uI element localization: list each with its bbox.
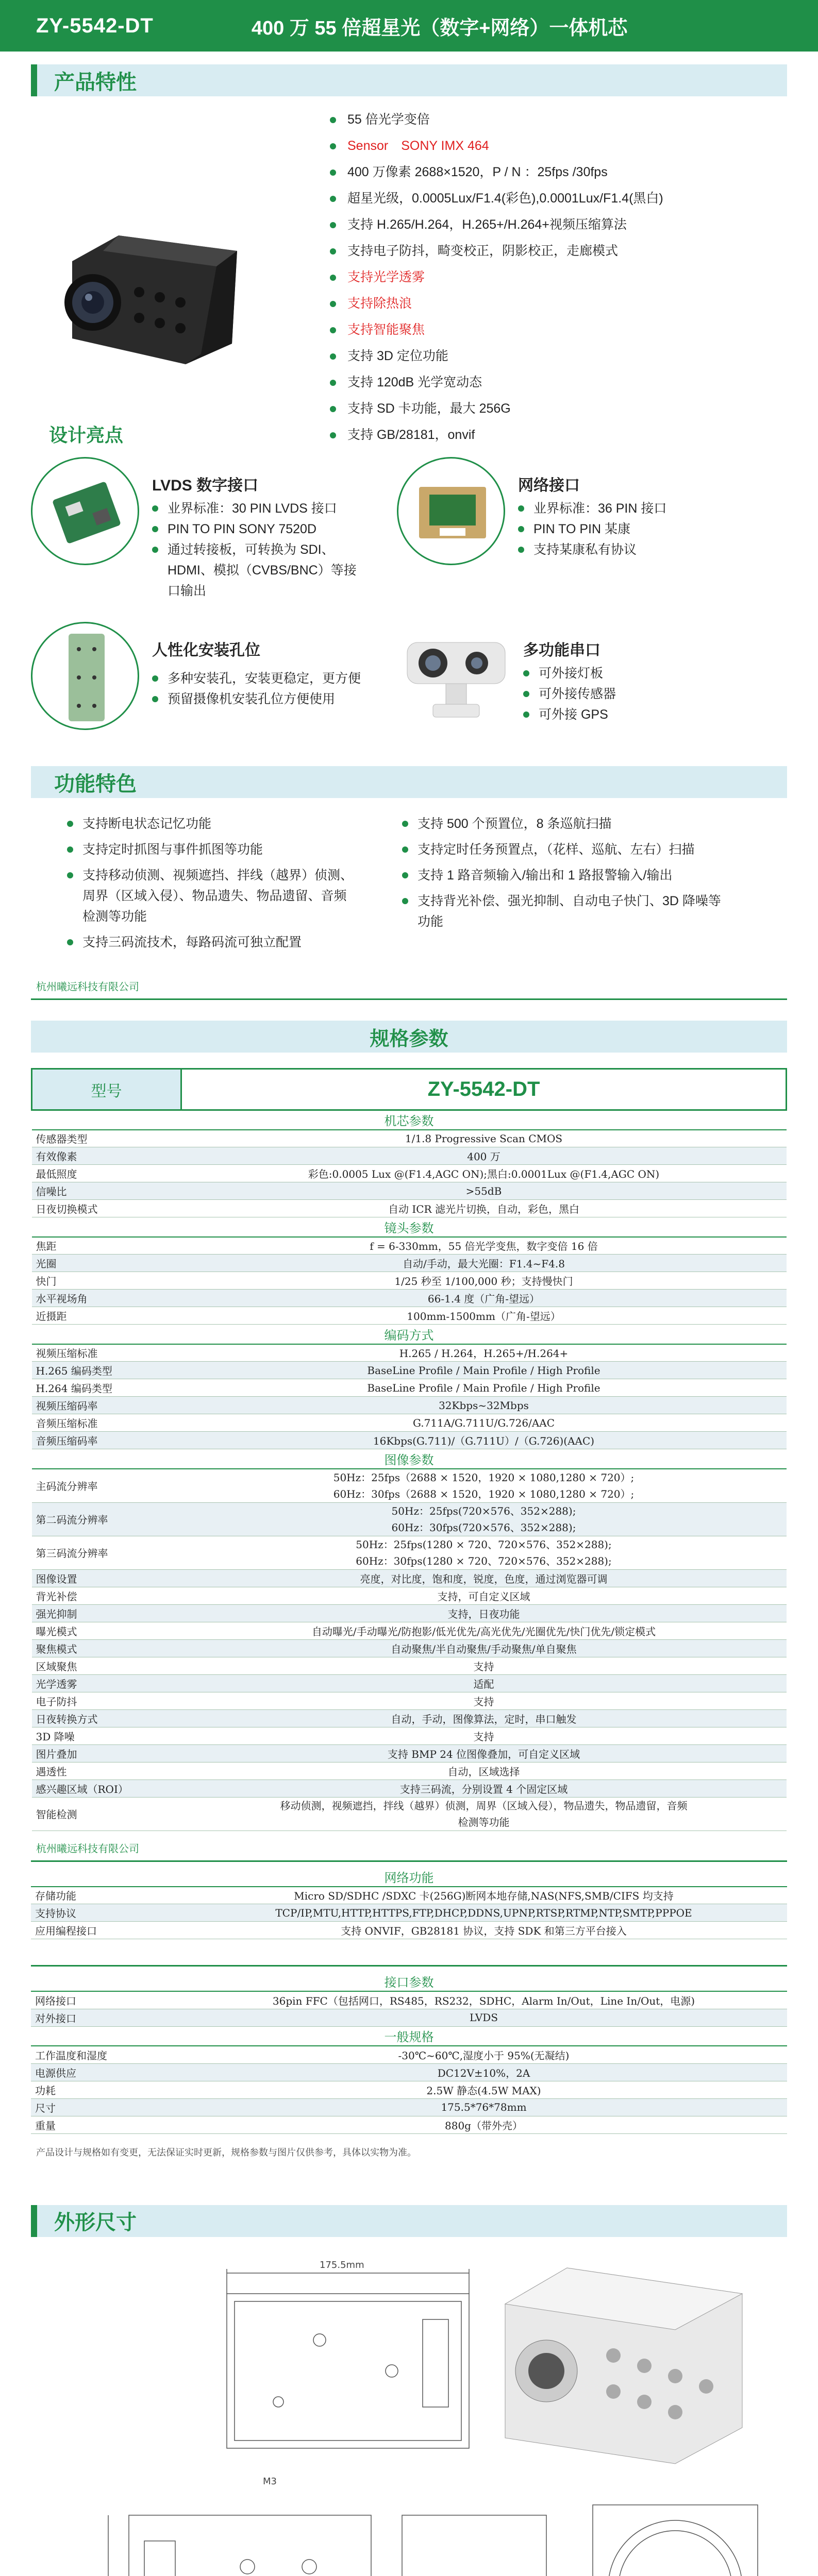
spec-row bbox=[31, 2046, 787, 2063]
spec-key: 光学透雾 bbox=[32, 1674, 181, 1692]
spec-row bbox=[32, 1536, 787, 1569]
spec-group-header bbox=[32, 1110, 787, 1130]
spec-row bbox=[32, 1379, 787, 1397]
list-item: 支持 500 个预置位，8 条巡航扫描 bbox=[402, 814, 722, 834]
spec-row bbox=[31, 1991, 787, 2009]
spec-value: 自动/手动，最大光圈：F1.4~F4.8 bbox=[181, 1255, 787, 1272]
spec-value: >55dB bbox=[181, 1182, 787, 1200]
spec-row bbox=[32, 1165, 787, 1182]
features-block bbox=[31, 96, 787, 457]
mount-hole bbox=[313, 2334, 326, 2346]
spec-key: 传感器类型 bbox=[32, 1130, 181, 1147]
spec-row bbox=[32, 1362, 787, 1379]
spec-group-title: 接口参数 bbox=[31, 1972, 787, 1991]
feature-list bbox=[330, 107, 663, 448]
spec-value: 50Hz：25fps(720×576、352×288); 60Hz：30fps(720×576、352×288); bbox=[181, 1502, 787, 1536]
spec-key: 第二码流分辨率 bbox=[32, 1502, 181, 1536]
feature-item bbox=[330, 396, 663, 422]
feature-text: 支持 GB/28181，onvif bbox=[347, 428, 475, 442]
spec-value: BaseLine Profile / Main Profile / High Profile bbox=[181, 1362, 787, 1379]
list-item: 支持定时抓图与事件抓图等功能 bbox=[67, 839, 356, 860]
spec-table-general bbox=[31, 1972, 787, 2134]
spec-row bbox=[32, 1502, 787, 1536]
spec-note: 产品设计与规格如有变更，无法保证实时更新，规格参数与图片仅供参考，具体以实物为准。 bbox=[36, 2147, 416, 2158]
spec-value: 36pin FFC（包括网口，RS485，RS232，SDHC，Alarm In/Out，Line In/Out，电源) bbox=[180, 1991, 787, 2009]
spec-row bbox=[32, 1255, 787, 1272]
spec-group-title: 一般规格 bbox=[31, 2026, 787, 2046]
feature-item bbox=[330, 264, 663, 291]
spec-row bbox=[32, 1692, 787, 1709]
spec-table-main bbox=[31, 1068, 787, 1831]
feature-text: 支持电子防抖，畸变校正，阴影校正，走廊模式 bbox=[347, 244, 619, 258]
spec-row bbox=[32, 1307, 787, 1325]
spec-key: 强光抑制 bbox=[32, 1604, 181, 1622]
spec-row bbox=[32, 1130, 787, 1147]
spec-value: 175.5*76*78mm bbox=[180, 2098, 787, 2116]
spec-key: 智能检测 bbox=[32, 1797, 181, 1831]
list-item: 业界标准：30 PIN LVDS 接口 bbox=[152, 498, 369, 519]
bullet-icon bbox=[330, 406, 336, 412]
feature-item bbox=[330, 159, 663, 185]
spec-key: 视频压缩标准 bbox=[32, 1344, 181, 1362]
spec-value: 自动聚焦/半自动聚焦/手动聚焦/单自聚焦 bbox=[181, 1639, 787, 1657]
list-item: 可外接灯板 bbox=[523, 663, 729, 684]
serial-list bbox=[523, 663, 729, 725]
spec-row bbox=[32, 1344, 787, 1362]
spec-key: 有效像素 bbox=[32, 1147, 181, 1165]
functions-section-bar bbox=[31, 766, 787, 798]
spec-value: 支持三码流，分别设置 4 个固定区域 bbox=[181, 1780, 787, 1797]
spec-value: f = 6-330mm，55 倍光学变焦，数字变倍 16 倍 bbox=[181, 1237, 787, 1255]
spec-value: BaseLine Profile / Main Profile / High Profile bbox=[181, 1379, 787, 1397]
spec-row bbox=[32, 1587, 787, 1604]
spec-group-header bbox=[31, 1972, 787, 1991]
camera-3d-photo bbox=[505, 2268, 742, 2464]
spec-value: 880g（带外壳） bbox=[180, 2116, 787, 2133]
spec-value: 100mm-1500mm（广角-望远） bbox=[181, 1307, 787, 1325]
company-name-1: 杭州曦远科技有限公司 bbox=[36, 981, 139, 993]
list-item: 支持移动侦测、视频遮挡、拌线（越界）侦测、周界（区域入侵）、物品遗失、物品遗留、音频检测等功能 bbox=[67, 865, 356, 927]
spec-group-header bbox=[31, 1867, 787, 1887]
spec-key: 快门 bbox=[32, 1272, 181, 1290]
header-model: ZY-5542-DT bbox=[36, 14, 154, 37]
list-item: 多种安装孔，安装更稳定，更方便 bbox=[152, 668, 394, 689]
spec-value: 支持 BMP 24 位图像叠加，可自定义区域 bbox=[181, 1744, 787, 1762]
spec-row bbox=[32, 1182, 787, 1200]
front-view-outline bbox=[402, 2515, 546, 2576]
spec-key: 日夜切换模式 bbox=[32, 1200, 181, 1217]
serial-title: 多功能串口 bbox=[523, 642, 600, 659]
spec-row bbox=[31, 1922, 787, 1939]
mount-title: 人性化安装孔位 bbox=[152, 642, 260, 659]
spec-section-bar bbox=[31, 1021, 787, 1053]
feature-item bbox=[330, 212, 663, 238]
spec-value: 50Hz：25fps(1280 × 720、720×576、352×288); 60Hz：30fps(1280 × 720、720×576、352×288); bbox=[181, 1536, 787, 1569]
spec-key: 存储功能 bbox=[31, 1887, 180, 1904]
spec-key: 聚焦模式 bbox=[32, 1639, 181, 1657]
spec-key: 图像设置 bbox=[32, 1569, 181, 1587]
spec-key: 水平视场角 bbox=[32, 1290, 181, 1307]
spec-value: 支持 bbox=[181, 1657, 787, 1674]
spec-value: 亮度，对比度，饱和度，锐度，色度，通过浏览器可调 bbox=[181, 1569, 787, 1587]
spec-key: 焦距 bbox=[32, 1237, 181, 1255]
camera-module-image bbox=[62, 215, 258, 369]
network-list bbox=[518, 498, 734, 560]
spec-value: 1/25 秒至 1/100,000 秒；支持慢快门 bbox=[181, 1272, 787, 1290]
spec-key: 近摄距 bbox=[32, 1307, 181, 1325]
spec-value: 自动曝光/手动曝光/防抱影/低光优先/高光优先/光圈优先/快门优先/锁定模式 bbox=[181, 1622, 787, 1639]
bullet-icon bbox=[330, 380, 336, 386]
spec-row bbox=[31, 2081, 787, 2098]
interfaces-block bbox=[31, 457, 787, 766]
lvds-title: LVDS 数字接口 bbox=[152, 477, 259, 494]
feature-text: 支持智能聚焦 bbox=[347, 323, 425, 337]
feature-text: 支持 SD 卡功能，最大 256G bbox=[347, 401, 511, 416]
bullet-icon bbox=[330, 432, 336, 438]
bullet-icon bbox=[330, 353, 336, 360]
lvds-list bbox=[152, 498, 369, 601]
network-board-icon bbox=[398, 459, 505, 565]
list-item: 可外接传感器 bbox=[523, 684, 729, 704]
spec-row bbox=[31, 2098, 787, 2116]
spec-key: 对外接口 bbox=[31, 2009, 180, 2026]
dimensions-drawing bbox=[31, 2237, 787, 2576]
spec-key: 曝光模式 bbox=[32, 1622, 181, 1639]
connector-outline bbox=[423, 2319, 448, 2407]
list-item: 支持某康私有协议 bbox=[518, 539, 734, 560]
bullet-icon bbox=[330, 196, 336, 202]
spec-value: 彩色:0.0005 Lux @(F1.4,AGC ON);黑白:0.0001Lux @(F1.4,AGC ON) bbox=[181, 1165, 787, 1182]
spec-value: 32Kbps~32Mbps bbox=[181, 1397, 787, 1414]
spec-key: 电子防抖 bbox=[32, 1692, 181, 1709]
features-section-bar bbox=[31, 64, 787, 96]
spec-key: 工作温度和湿度 bbox=[31, 2046, 180, 2063]
spec-row bbox=[32, 1200, 787, 1217]
spec-value: 66-1.4 度（广角-望远） bbox=[181, 1290, 787, 1307]
spec-row bbox=[32, 1604, 787, 1622]
spec-row bbox=[32, 1147, 787, 1165]
spec-value: H.265 / H.264，H.265+/H.264+ bbox=[181, 1344, 787, 1362]
feature-item bbox=[330, 185, 663, 212]
spec-row bbox=[32, 1432, 787, 1449]
spec-row bbox=[32, 1727, 787, 1744]
dimensions-section-bar bbox=[31, 2205, 787, 2237]
feature-item bbox=[330, 107, 663, 133]
feature-text: 支持 H.265/H.264，H.265+/H.264+视频压缩算法 bbox=[347, 217, 627, 232]
spec-key: 应用编程接口 bbox=[31, 1922, 180, 1939]
spec-value: 支持 ONVIF，GB28181 协议，支持 SDK 和第三方平台接入 bbox=[180, 1922, 787, 1939]
lens-ring-inner bbox=[619, 2531, 732, 2576]
list-item: 支持背光补偿、强光抑制、自动电子快门、3D 降噪等功能 bbox=[402, 891, 722, 932]
ptz-camera-image bbox=[397, 622, 515, 730]
spec-row bbox=[31, 2009, 787, 2026]
spec-row bbox=[32, 1469, 787, 1503]
spec-row bbox=[31, 2063, 787, 2081]
list-item: 可外接 GPS bbox=[523, 704, 729, 725]
spec-key: 背光补偿 bbox=[32, 1587, 181, 1604]
top-width-label: 175.5mm bbox=[320, 2259, 364, 2270]
company-name-2: 杭州曦远科技有限公司 bbox=[36, 1843, 139, 1855]
spec-value: 自动，区域选择 bbox=[181, 1762, 787, 1780]
bullet-icon bbox=[330, 248, 336, 255]
functions-section-title: 功能特色 bbox=[54, 772, 137, 795]
feature-item bbox=[330, 422, 663, 448]
mount-hole bbox=[273, 2397, 283, 2407]
spec-key: 区域聚焦 bbox=[32, 1657, 181, 1674]
top-view-outline bbox=[227, 2294, 469, 2448]
spec-row bbox=[32, 1674, 787, 1692]
spec-row bbox=[31, 2116, 787, 2133]
spec-section-title: 规格参数 bbox=[370, 1028, 448, 1050]
spec-value: 16Kbps(G.711)/（G.711U）/（G.726)(AAC) bbox=[181, 1432, 787, 1449]
spec-value: 支持，日夜功能 bbox=[181, 1604, 787, 1622]
list-item: PIN TO PIN SONY 7520D bbox=[152, 519, 369, 539]
spec-value: 支持，可自定义区域 bbox=[181, 1587, 787, 1604]
spec-row bbox=[32, 1657, 787, 1674]
side-view-outline bbox=[129, 2515, 371, 2576]
page-header bbox=[0, 0, 818, 52]
spec-row bbox=[32, 1622, 787, 1639]
model-row bbox=[32, 1069, 787, 1110]
lens-ring-outer bbox=[608, 2520, 742, 2576]
spec-key: 视频压缩码率 bbox=[32, 1397, 181, 1414]
spec-row bbox=[32, 1639, 787, 1657]
feature-item bbox=[330, 291, 663, 317]
spec-row bbox=[32, 1237, 787, 1255]
spec-group-title: 网络功能 bbox=[31, 1867, 787, 1887]
spec-key: 最低照度 bbox=[32, 1165, 181, 1182]
feature-item bbox=[330, 369, 663, 396]
spec-value: LVDS bbox=[180, 2009, 787, 2026]
bullet-icon bbox=[330, 327, 336, 333]
spec-table-network bbox=[31, 1867, 787, 1940]
spec-row bbox=[32, 1744, 787, 1762]
list-item: 业界标准：36 PIN 接口 bbox=[518, 498, 734, 519]
feature-text: 支持 120dB 光学宽动态 bbox=[347, 375, 482, 389]
spec-row bbox=[32, 1797, 787, 1831]
spec-group-title: 编码方式 bbox=[32, 1325, 787, 1344]
spec-group-header bbox=[32, 1325, 787, 1344]
spec-key: 音频压缩标准 bbox=[32, 1414, 181, 1432]
network-title: 网络接口 bbox=[518, 477, 580, 494]
spec-key: 电源供应 bbox=[31, 2063, 180, 2081]
network-board-image bbox=[397, 457, 505, 565]
spec-value: 支持 bbox=[181, 1692, 787, 1709]
spec-value: 支持 bbox=[181, 1727, 787, 1744]
bullet-icon bbox=[330, 222, 336, 228]
feature-text: 支持光学透雾 bbox=[347, 270, 425, 284]
bullet-icon bbox=[330, 275, 336, 281]
feature-text: 400 万像素 2688×1520，P / N ：25fps /30fps bbox=[347, 165, 608, 179]
list-item: 通过转接板，可转换为 SDI、HDMI、模拟（CVBS/BNC）等接口输出 bbox=[152, 539, 369, 601]
spec-value: Micro SD/SDHC /SDXC 卡(256G)断网本地存储,NAS(NFS,SMB/CIFS 均支持 bbox=[180, 1887, 787, 1904]
spec-key: 网络接口 bbox=[31, 1991, 180, 2009]
list-item: 支持 1 路音频输入/输出和 1 路报警输入/输出 bbox=[402, 865, 722, 886]
mount-holes-icon bbox=[32, 623, 139, 730]
hole-label: M3 bbox=[263, 2476, 277, 2487]
spec-value: -30℃~60℃,湿度小于 95%(无凝结) bbox=[180, 2046, 787, 2063]
list-item: PIN TO PIN 某康 bbox=[518, 519, 734, 539]
header-title: 400 万 55 倍超星光（数字+网络）一体机芯 bbox=[251, 17, 628, 39]
functions-block bbox=[31, 798, 787, 973]
spec-row bbox=[32, 1290, 787, 1307]
list-item: 支持定时任务预置点，（花样、巡航、左右）扫描 bbox=[402, 839, 722, 860]
spec-key: 遇透性 bbox=[32, 1762, 181, 1780]
spec-key: 主码流分辨率 bbox=[32, 1469, 181, 1503]
spec-value: 自动，手动，图像算法，定时，串口触发 bbox=[181, 1709, 787, 1727]
feature-text: Sensor SONY IMX 464 bbox=[347, 139, 489, 153]
spec-key: 感兴趣区域（ROI） bbox=[32, 1780, 181, 1797]
spec-row bbox=[32, 1709, 787, 1727]
features-section-title: 产品特性 bbox=[54, 71, 137, 94]
spec-row bbox=[32, 1569, 787, 1587]
spec-key: 功耗 bbox=[31, 2081, 180, 2098]
functions-right-list bbox=[402, 814, 722, 937]
dimensions-section-title: 外形尺寸 bbox=[54, 2211, 137, 2234]
spec-value: 自动 ICR 滤光片切换，自动，彩色，黑白 bbox=[181, 1200, 787, 1217]
spec-group-header bbox=[32, 1217, 787, 1237]
spec-row bbox=[32, 1762, 787, 1780]
spec-key: 第三码流分辨率 bbox=[32, 1536, 181, 1569]
dimension-drawings-svg bbox=[31, 2237, 787, 2576]
spec-key: H.264 编码类型 bbox=[32, 1379, 181, 1397]
spec-row bbox=[32, 1414, 787, 1432]
bullet-icon bbox=[330, 143, 336, 149]
spec-key: 支持协议 bbox=[31, 1904, 180, 1922]
spec-value: DC12V±10%，2A bbox=[180, 2063, 787, 2081]
spec-group-title: 镜头参数 bbox=[32, 1217, 787, 1237]
spec-key: 图片叠加 bbox=[32, 1744, 181, 1762]
spec-row bbox=[31, 1904, 787, 1922]
divider bbox=[31, 1860, 787, 1862]
feature-text: 支持除热浪 bbox=[347, 296, 412, 311]
spec-group-title: 图像参数 bbox=[32, 1449, 787, 1469]
design-highlights-label: 设计亮点 bbox=[49, 425, 124, 446]
mount-holes-image bbox=[31, 622, 139, 730]
feature-item bbox=[330, 317, 663, 343]
feature-item bbox=[330, 133, 663, 159]
list-item: 支持断电状态记忆功能 bbox=[67, 814, 356, 834]
functions-left-list bbox=[67, 814, 356, 958]
feature-text: 55 倍光学变倍 bbox=[347, 112, 430, 127]
lvds-board-image bbox=[31, 457, 139, 565]
divider bbox=[31, 1965, 787, 1967]
feature-text: 支持 3D 定位功能 bbox=[347, 349, 448, 363]
model-value: ZY-5542-DT bbox=[181, 1069, 787, 1110]
top-view-inner bbox=[235, 2301, 461, 2441]
spec-value: G.711A/G.711U/G.726/AAC bbox=[181, 1414, 787, 1432]
spec-value: 移动侦测，视频遮挡，拌线（越界）侦测，周界（区域入侵），物品遗失，物品遗留，音频 检测等功能 bbox=[181, 1797, 787, 1831]
spec-row bbox=[32, 1397, 787, 1414]
spec-row bbox=[32, 1780, 787, 1797]
spec-key: 3D 降噪 bbox=[32, 1727, 181, 1744]
mount-list bbox=[152, 668, 394, 709]
bullet-icon bbox=[330, 170, 336, 176]
spec-value: 2.5W 静态(4.5W MAX) bbox=[180, 2081, 787, 2098]
mount-hole bbox=[386, 2365, 398, 2377]
model-label: 型号 bbox=[32, 1069, 181, 1110]
spec-key: 日夜转换方式 bbox=[32, 1709, 181, 1727]
spec-group-header bbox=[31, 2026, 787, 2046]
spec-value: 适配 bbox=[181, 1674, 787, 1692]
feature-item bbox=[330, 238, 663, 264]
feature-text: 超星光级，0.0005Lux/F1.4(彩色),0.0001Lux/F1.4(黑白) bbox=[347, 191, 663, 206]
spec-key: 光圈 bbox=[32, 1255, 181, 1272]
lvds-board-icon bbox=[32, 459, 139, 565]
spec-key: 重量 bbox=[31, 2116, 180, 2133]
spec-value: TCP/IP,MTU,HTTP,HTTPS,FTP,DHCP,DDNS,UPNP,RTSP,RTMP,NTP,SMTP,PPPOE bbox=[180, 1904, 787, 1922]
spec-key: 音频压缩码率 bbox=[32, 1432, 181, 1449]
list-item: 预留摄像机安装孔位方便使用 bbox=[152, 689, 394, 709]
spec-group-title: 机芯参数 bbox=[32, 1110, 787, 1130]
spec-value: 1/1.8 Progressive Scan CMOS bbox=[181, 1130, 787, 1147]
side-lens-block bbox=[144, 2541, 175, 2576]
spec-group-header bbox=[32, 1449, 787, 1469]
spec-key: H.265 编码类型 bbox=[32, 1362, 181, 1379]
bullet-icon bbox=[330, 301, 336, 307]
spec-row bbox=[32, 1272, 787, 1290]
feature-item bbox=[330, 343, 663, 369]
spec-key: 尺寸 bbox=[31, 2098, 180, 2116]
spec-key: 信噪比 bbox=[32, 1182, 181, 1200]
lens-face-outline bbox=[593, 2505, 758, 2576]
bullet-icon bbox=[330, 117, 336, 123]
list-item: 支持三码流技术，每路码流可独立配置 bbox=[67, 932, 356, 953]
spec-row bbox=[31, 1887, 787, 1904]
spec-value: 400 万 bbox=[181, 1147, 787, 1165]
spec-value: 50Hz：25fps（2688 × 1520，1920 × 1080,1280 × 720）; 60Hz：30fps（2688 × 1520，1920 × 1080,1280 × 720）; bbox=[181, 1469, 787, 1503]
